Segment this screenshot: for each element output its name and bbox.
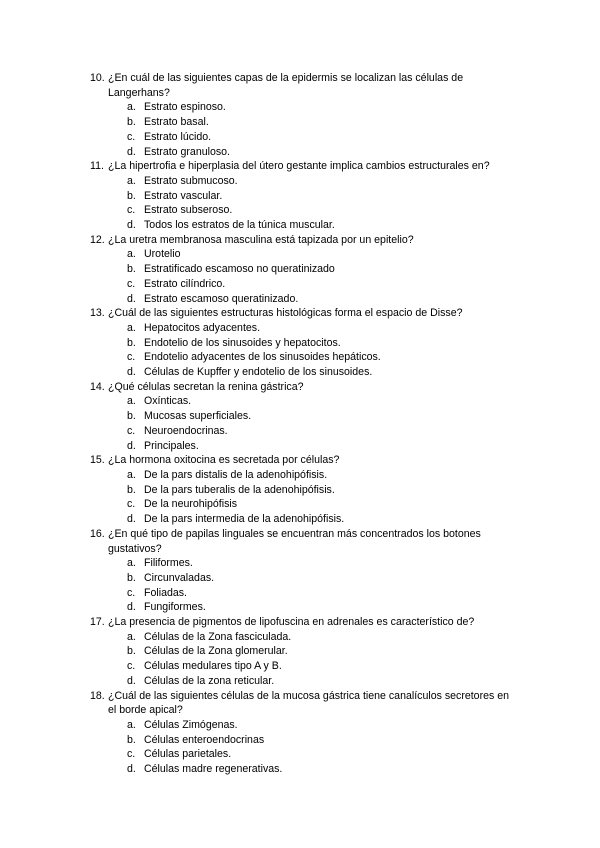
option-letter: c. [127, 277, 136, 290]
question-number: 14. [90, 380, 105, 393]
option-letter: a. [127, 395, 136, 408]
answer-option [90, 247, 520, 262]
question-text: ¿La hipertrofia e hiperplasia del útero gestante implica cambios estructurales en? [108, 160, 490, 173]
option-text: Foliadas. [144, 586, 187, 599]
question-number: 16. [90, 527, 105, 540]
question-text: ¿La presencia de pigmentos de lipofuscina en adrenales es característico de? [108, 616, 475, 629]
answer-option [90, 644, 520, 659]
answer-option [90, 203, 520, 218]
answer-option [90, 336, 520, 351]
answer-option [90, 600, 520, 615]
answer-option [90, 100, 520, 115]
option-letter: c. [127, 586, 136, 599]
option-text: Endotelio adyacentes de los sinusoides hepáticos. [144, 351, 381, 364]
question [90, 159, 520, 174]
question-text: ¿Cuál de las siguientes estructuras histológicas forma el espacio de Disse? [108, 307, 463, 320]
question-text: ¿La uretra membranosa masculina está tapizada por un epitelio? [108, 233, 414, 246]
answer-option [90, 409, 520, 424]
question-block [90, 71, 520, 159]
answer-option [90, 321, 520, 336]
option-letter: b. [127, 483, 136, 496]
answer-option [90, 189, 520, 204]
answer-option [90, 718, 520, 733]
option-text: Todos los estratos de la túnica muscular. [144, 219, 335, 232]
question-text: ¿Cuál de las siguientes células de la mucosa gástrica tiene canalículos secretores en el borde apical? [108, 689, 510, 717]
question-number: 11. [90, 160, 104, 173]
option-letter: a. [127, 248, 136, 261]
option-letter: c. [127, 130, 136, 143]
option-letter: a. [127, 321, 136, 334]
option-text: Células enteroendocrinas [144, 733, 265, 746]
answer-option [90, 218, 520, 233]
option-letter: c. [127, 424, 136, 437]
answer-option [90, 586, 520, 601]
option-text: Oxínticas. [144, 395, 192, 408]
question-block [90, 615, 520, 689]
option-letter: a. [127, 101, 136, 114]
answer-option [90, 659, 520, 674]
option-letter: c. [127, 351, 136, 364]
option-letter: a. [127, 630, 136, 643]
option-text: Estrato espinoso. [144, 101, 226, 114]
option-text: De la neurohipófisis [144, 498, 238, 511]
option-text: Células medulares tipo A y B. [144, 660, 282, 673]
answer-option [90, 292, 520, 307]
option-letter: b. [127, 733, 136, 746]
answer-option [90, 365, 520, 380]
question [90, 306, 520, 321]
question-block [90, 453, 520, 527]
answer-option [90, 630, 520, 645]
answer-option [90, 130, 520, 145]
question-text: ¿Qué células secretan la renina gástrica? [108, 380, 304, 393]
option-text: De la pars tuberalis de la adenohipófisis. [144, 483, 335, 496]
option-letter: d. [127, 145, 136, 158]
question-text: ¿En qué tipo de papilas linguales se encuentran más concentrados los botones gustativos? [108, 527, 481, 555]
option-text: Estrato granuloso. [144, 145, 230, 158]
question-block [90, 689, 520, 777]
option-letter: b. [127, 410, 136, 423]
option-text: Células de la Zona fasciculada. [144, 630, 292, 643]
option-text: Células de Kupffer y endotelio de los sinusoides. [144, 366, 373, 379]
option-text: Filiformes. [144, 557, 193, 570]
option-letter: a. [127, 468, 136, 481]
question-number: 13. [90, 307, 105, 320]
option-text: Estrato basal. [144, 116, 209, 129]
option-text: Estrato vascular. [144, 189, 223, 202]
option-letter: d. [127, 292, 136, 305]
answer-option [90, 733, 520, 748]
question [90, 527, 520, 556]
option-letter: c. [127, 660, 136, 673]
option-letter: b. [127, 571, 136, 584]
option-letter: d. [127, 439, 136, 452]
question-block [90, 159, 520, 233]
option-text: Hepatocitos adyacentes. [144, 321, 261, 334]
option-letter: b. [127, 336, 136, 349]
option-text: Urotelio [144, 248, 181, 261]
question-block [90, 306, 520, 380]
option-letter: c. [127, 498, 136, 511]
answer-option [90, 674, 520, 689]
option-letter: d. [127, 219, 136, 232]
option-letter: d. [127, 513, 136, 526]
option-text: De la pars distalis de la adenohipófisis. [144, 468, 328, 481]
option-text: Células parietales. [144, 748, 232, 761]
option-text: Neuroendocrinas. [144, 424, 228, 437]
question [90, 380, 520, 395]
option-letter: a. [127, 718, 136, 731]
question [90, 71, 520, 100]
option-text: Estratificado escamoso no queratinizado [144, 263, 335, 276]
option-text: Estrato submucoso. [144, 174, 238, 187]
question-number: 12. [90, 233, 105, 246]
option-text: Endotelio de los sinusoides y hepatocitos. [144, 336, 341, 349]
option-letter: b. [127, 263, 136, 276]
option-letter: a. [127, 174, 136, 187]
question-number: 15. [90, 454, 105, 467]
option-letter: b. [127, 116, 136, 129]
question [90, 689, 520, 718]
option-text: Células de la Zona glomerular. [144, 645, 288, 658]
question-number: 17. [90, 616, 105, 629]
option-letter: b. [127, 189, 136, 202]
question [90, 453, 520, 468]
option-text: Principales. [144, 439, 199, 452]
question-number: 10. [90, 72, 105, 84]
option-text: De la pars intermedia de la adenohipófisis. [144, 513, 345, 526]
answer-option [90, 762, 520, 777]
option-letter: b. [127, 645, 136, 658]
option-letter: c. [127, 748, 136, 761]
answer-option [90, 145, 520, 160]
answer-option [90, 174, 520, 189]
answer-option [90, 424, 520, 439]
option-letter: d. [127, 763, 136, 776]
option-text: Fungiformes. [144, 601, 206, 614]
answer-option [90, 747, 520, 762]
option-letter: d. [127, 601, 136, 614]
option-text: Mucosas superficiales. [144, 410, 252, 423]
answer-option [90, 115, 520, 130]
question-text: ¿En cuál de las siguientes capas de la epidermis se localizan las células de Langerhans? [108, 72, 464, 99]
option-text: Estrato lúcido. [144, 130, 212, 143]
option-text: Células de la zona reticular. [144, 674, 275, 687]
option-text: Estrato cilíndrico. [144, 277, 226, 290]
answer-option [90, 277, 520, 292]
question-list [90, 71, 520, 777]
answer-option [90, 262, 520, 277]
answer-option [90, 468, 520, 483]
option-text: Células madre regenerativas. [144, 763, 283, 776]
answer-option [90, 439, 520, 454]
question [90, 233, 520, 248]
option-text: Estrato subseroso. [144, 204, 233, 217]
option-letter: a. [127, 557, 136, 570]
answer-option [90, 512, 520, 527]
question-block [90, 527, 520, 615]
answer-option [90, 394, 520, 409]
option-text: Células Zimógenas. [144, 718, 238, 731]
question-text: ¿La hormona oxitocina es secretada por células? [108, 454, 340, 467]
answer-option [90, 483, 520, 498]
question-block [90, 233, 520, 307]
question [90, 615, 520, 630]
answer-option [90, 556, 520, 571]
answer-option [90, 571, 520, 586]
question-block [90, 380, 520, 454]
option-letter: c. [127, 204, 136, 217]
option-letter: d. [127, 674, 136, 687]
option-text: Estrato escamoso queratinizado. [144, 292, 299, 305]
option-letter: d. [127, 366, 136, 379]
answer-option [90, 350, 520, 365]
answer-option [90, 497, 520, 512]
option-text: Circunvaladas. [144, 571, 215, 584]
question-number: 18. [90, 689, 105, 702]
